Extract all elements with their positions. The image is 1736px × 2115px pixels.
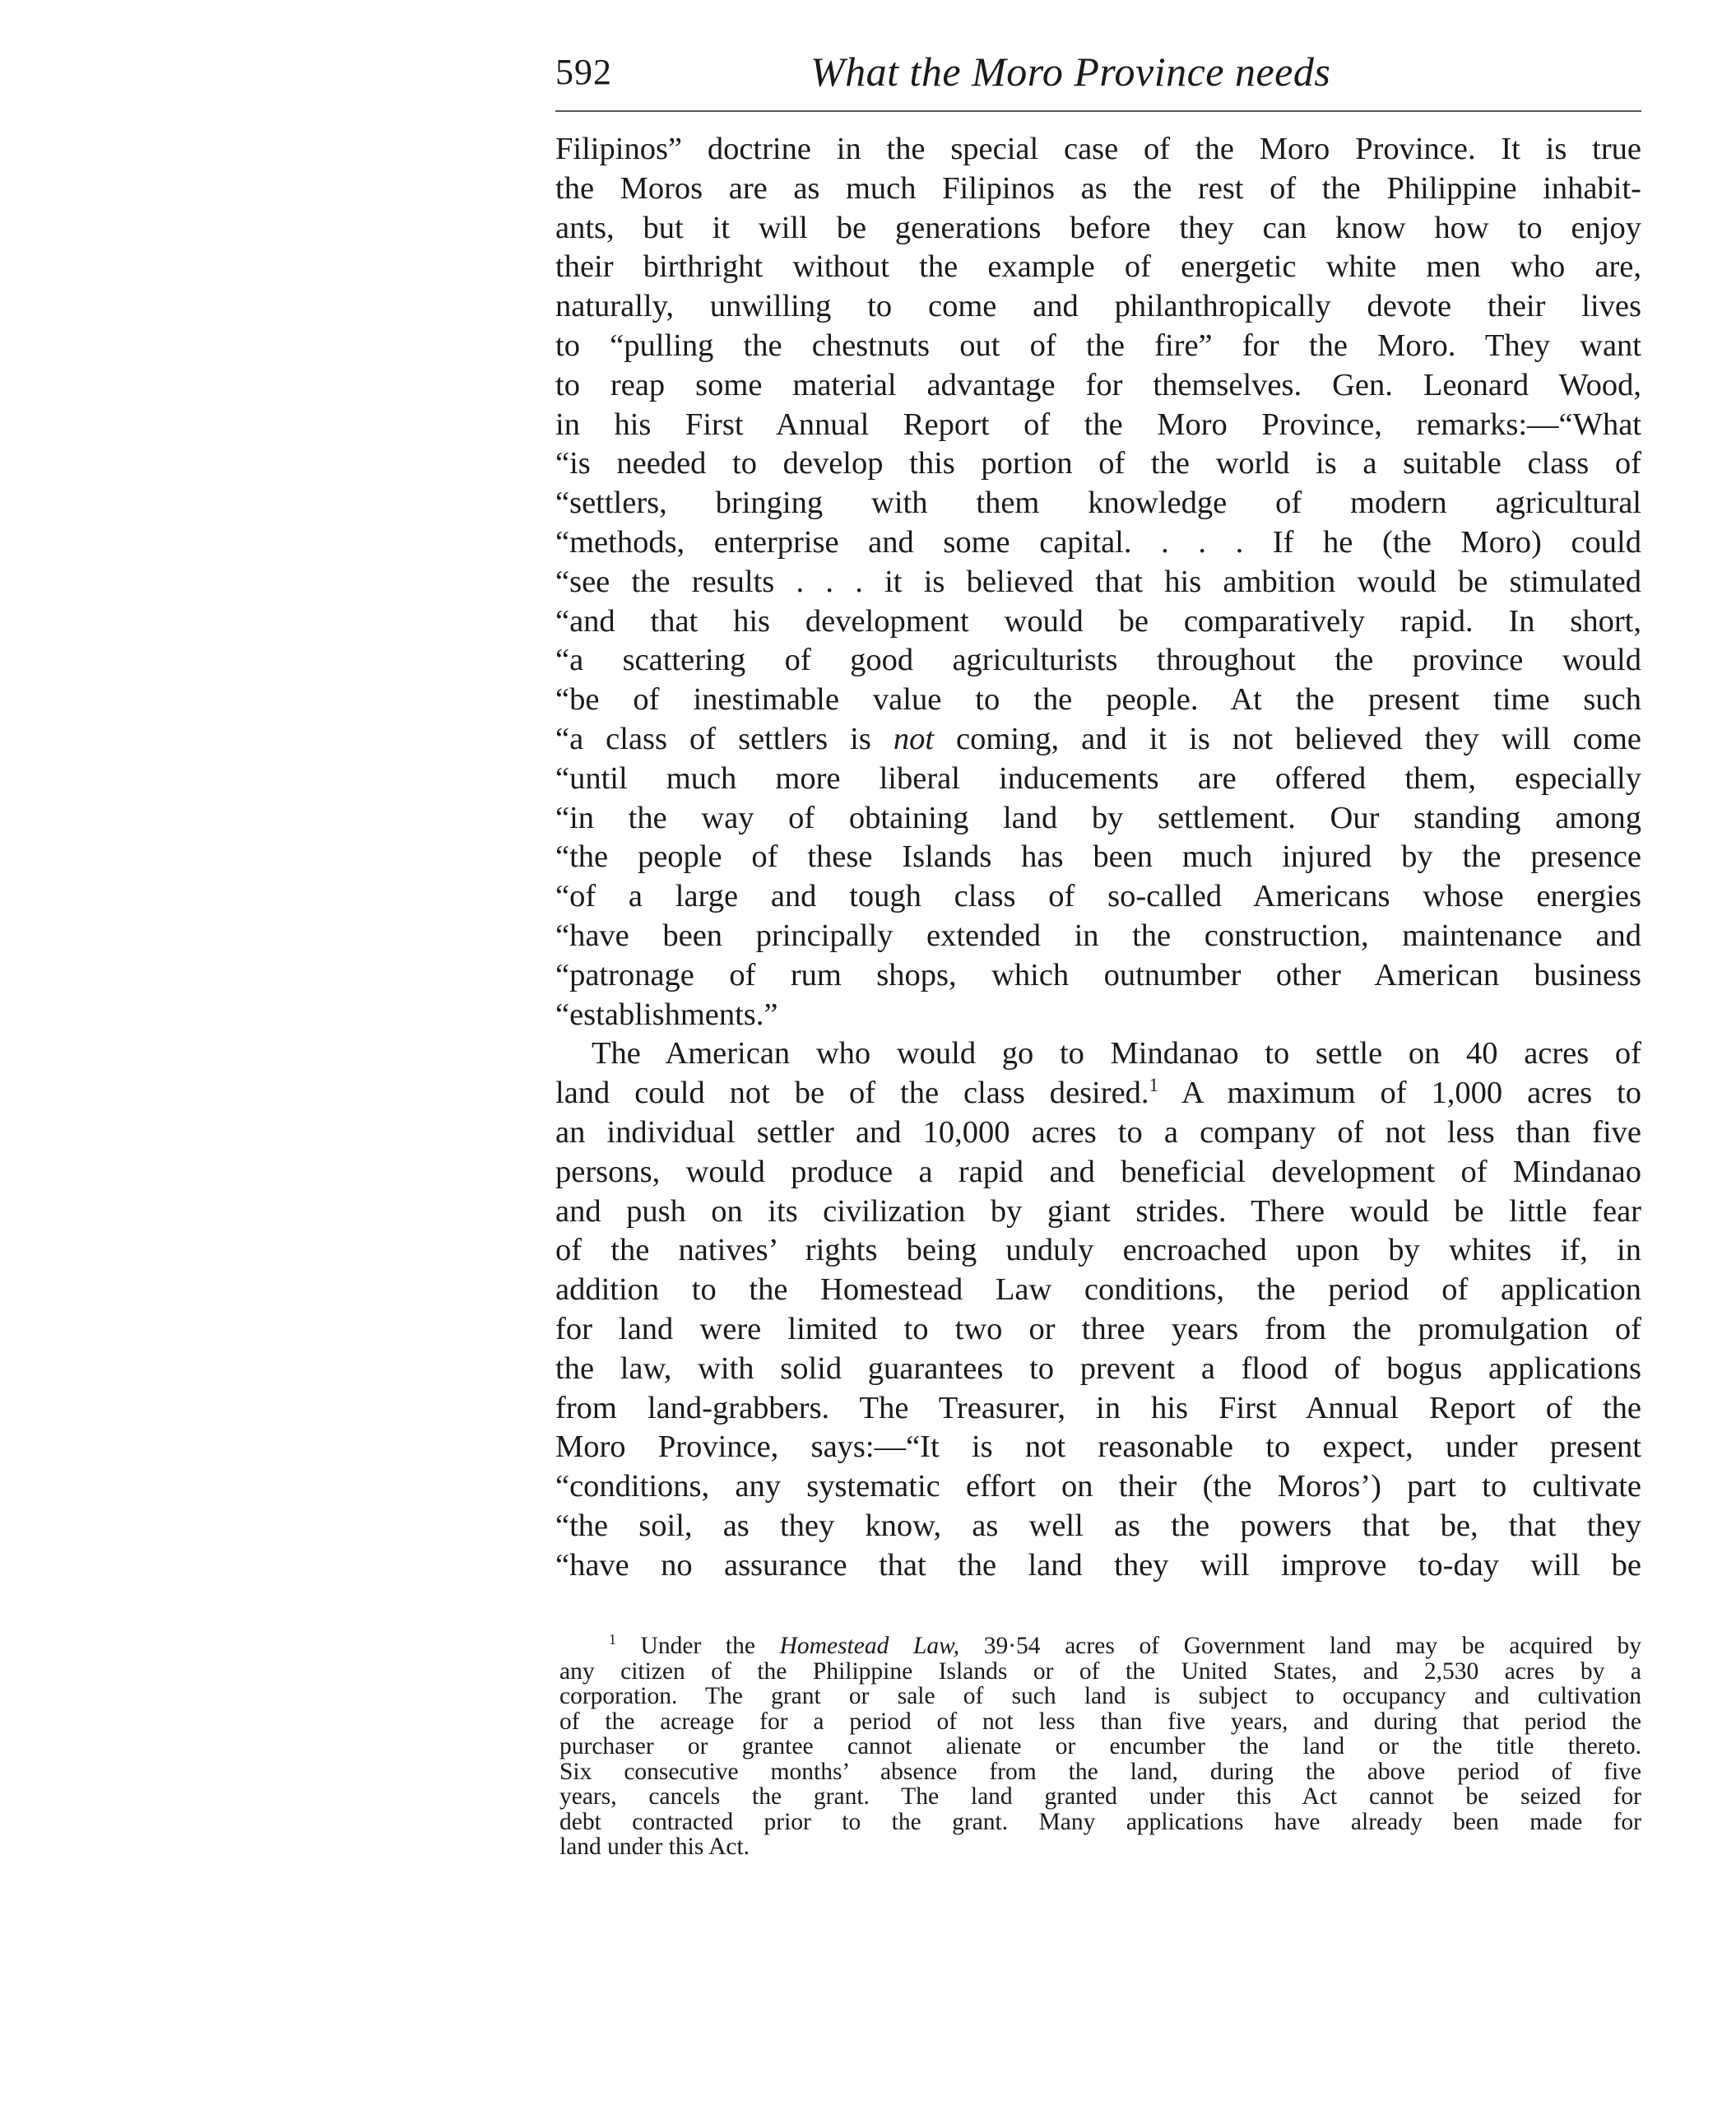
footnote-line: Six consecutive months’ absence from the land, during the above period of five [559, 1758, 1641, 1785]
main-text [555, 130, 1641, 1585]
text-line: “the soil, as they know, as well as the powers that be, that they [555, 1508, 1641, 1543]
text-line: “in the way of obtaining land by settlement. Our standing among [555, 800, 1641, 835]
footnote-line: land under this Act. [559, 1834, 750, 1860]
text-line: from land-grabbers. The Treasurer, in his First Annual Report of the [555, 1390, 1641, 1425]
text-segment: “a class of settlers is [555, 721, 894, 756]
text-line-with-footnote-ref [555, 1074, 1641, 1113]
italic-emphasis: not [893, 721, 935, 756]
page-number: 592 [555, 52, 612, 92]
text-line: of the natives’ rights being unduly encroached upon by whites if, in [555, 1233, 1641, 1268]
running-title: What the Moro Province needs [810, 49, 1331, 95]
footnote-reference: 1 [1149, 1074, 1159, 1096]
text-line: “a scattering of good agriculturists throughout the province would [555, 643, 1641, 678]
text-line: persons, would produce a rapid and beneficial development of Mindanao [555, 1154, 1641, 1189]
text-segment: Under the [615, 1633, 780, 1659]
text-line: in his First Annual Report of the Moro Province, remarks:—“What [555, 407, 1641, 442]
header-rule [555, 110, 1641, 112]
footnote-line: debt contracted prior to the grant. Many applications have already been made for [559, 1808, 1641, 1835]
text-segment: A maximum of 1,000 acres to [1158, 1076, 1641, 1111]
paragraph-start-line: The American who would go to Mindanao to settle on 40 acres of [592, 1036, 1641, 1071]
text-line: an individual settler and 10,000 acres to a company of not less than five [555, 1114, 1641, 1150]
text-line: “until much more liberal inducements are offered them, especially [555, 760, 1641, 796]
text-line: naturally, unwilling to come and philanthropically devote their lives [555, 289, 1641, 324]
text-line: to reap some material advantage for themselves. Gen. Leonard Wood, [555, 367, 1641, 402]
text-segment: coming, and it is not believed they will come [934, 721, 1641, 756]
text-line: for land were limited to two or three years from the promulgation of [555, 1311, 1641, 1346]
text-line: “is needed to develop this portion of the world is a suitable class of [555, 446, 1641, 481]
text-line: “patronage of rum shops, which outnumber other American business [555, 957, 1641, 992]
text-line: and push on its civilization by giant strides. There would be little fear [555, 1193, 1641, 1229]
text-segment: land could not be of the class desired. [555, 1076, 1149, 1111]
text-line: “the people of these Islands has been much injured by the presence [555, 839, 1641, 875]
text-segment: 39·54 acres of Government land may be acquired by [959, 1633, 1641, 1659]
italic-emphasis: Homestead Law, [779, 1633, 960, 1659]
text-line: the Moros are as much Filipinos as the rest of the Philippine inhabit- [555, 170, 1641, 206]
footnote-first-line [559, 1631, 1641, 1659]
footnote-line: purchaser or grantee cannot alienate or encumber the land or the title thereto. [559, 1733, 1641, 1759]
text-line: “see the results . . . it is believed that his ambition would be stimulated [555, 564, 1641, 599]
footnote-marker: 1 [609, 1631, 616, 1648]
text-line: to “pulling the chestnuts out of the fire” for the Moro. They want [555, 328, 1641, 363]
page-header [555, 51, 1637, 100]
text-line: “conditions, any systematic effort on their (the Moros’) part to cultivate [555, 1469, 1641, 1504]
footnote [559, 1631, 1641, 1860]
text-line: “have been principally extended in the construction, maintenance and [555, 918, 1641, 953]
text-line: “methods, enterprise and some capital. . . . If he (the Moro) could [555, 524, 1641, 560]
footnote-line: any citizen of the Philippine Islands or of the United States, and 2,530 acres by a [559, 1657, 1641, 1685]
text-line-with-italic [555, 720, 1641, 760]
text-line: Moro Province, says:—“It is not reasonable to expect, under present [555, 1429, 1641, 1465]
text-line: “establishments.” [555, 997, 778, 1032]
text-line: the law, with solid guarantees to prevent a flood of bogus applications [555, 1350, 1641, 1386]
text-line: “settlers, bringing with them knowledge of modern agricultural [555, 486, 1641, 521]
text-line: “be of inestimable value to the people. At the present time such [555, 682, 1641, 718]
text-line: their birthright without the example of energetic white men who are, [555, 249, 1641, 285]
text-line: Filipinos” doctrine in the special case of the Moro Province. It is true [555, 132, 1641, 166]
text-line: “of a large and tough class of so-called Americans whose energies [555, 879, 1641, 914]
footnote-line: corporation. The grant or sale of such land is subject to occupancy and cultivation [559, 1683, 1641, 1709]
text-line: addition to the Homestead Law conditions, the period of application [555, 1272, 1641, 1308]
footnote-line: of the acreage for a period of not less than five years, and during that period the [559, 1708, 1641, 1735]
footnote-line: years, cancels the grant. The land granted under this Act cannot be seized for [559, 1783, 1641, 1810]
text-line: “and that his development would be comparatively rapid. In short, [555, 603, 1641, 639]
text-line: “have no assurance that the land they will improve to-day will be [555, 1547, 1641, 1583]
text-line: ants, but it will be generations before they can know how to enjoy [555, 210, 1641, 245]
